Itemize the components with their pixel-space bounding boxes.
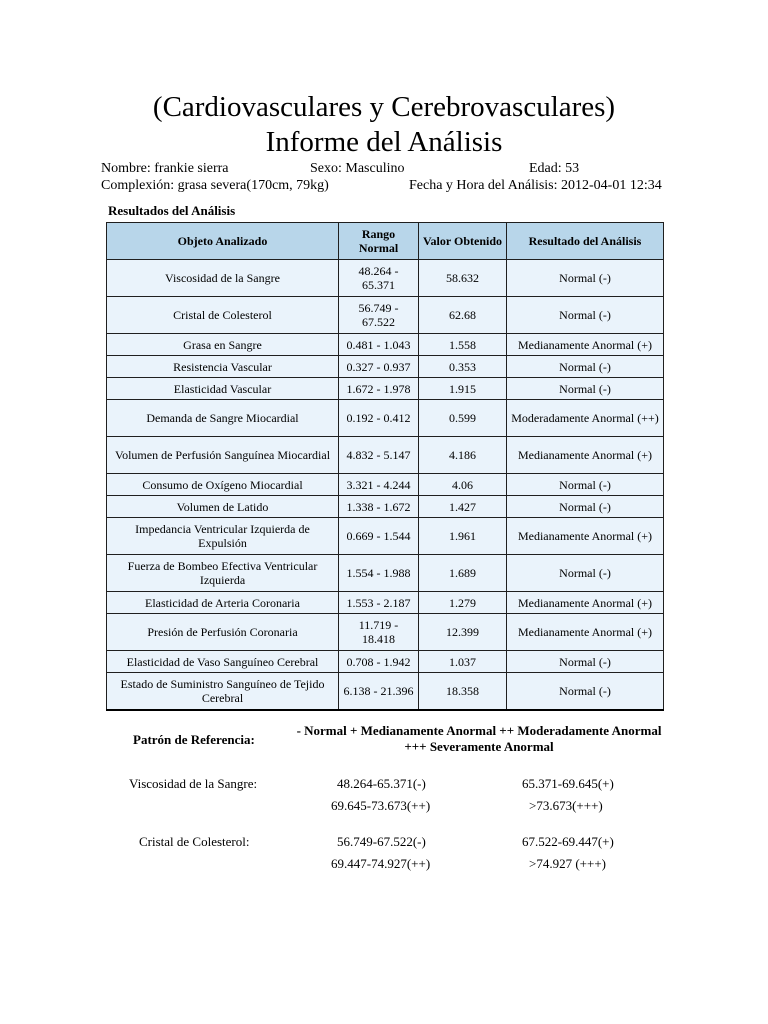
cell-valor: 62.68 bbox=[419, 297, 507, 334]
cell-objeto: Presión de Perfusión Coronaria bbox=[107, 614, 339, 651]
ref-colesterol-label: Cristal de Colesterol: bbox=[139, 834, 250, 849]
table-row bbox=[107, 592, 664, 614]
cell-resultado: Normal (-) bbox=[507, 474, 664, 496]
cell-valor: 0.353 bbox=[419, 356, 507, 378]
cell-valor: 1.279 bbox=[419, 592, 507, 614]
cell-objeto: Viscosidad de la Sangre bbox=[107, 260, 339, 297]
cell-resultado: Medianamente Anormal (+) bbox=[507, 518, 664, 555]
cell-rango: 11.719 - 18.418 bbox=[339, 614, 419, 651]
cell-valor: 1.961 bbox=[419, 518, 507, 555]
cell-resultado: Medianamente Anormal (+) bbox=[507, 592, 664, 614]
patient-age: Edad: 53 bbox=[529, 161, 580, 176]
table-row bbox=[107, 651, 664, 673]
cell-resultado: Normal (-) bbox=[507, 673, 664, 711]
cell-rango: 0.481 - 1.043 bbox=[339, 334, 419, 356]
table-row bbox=[107, 673, 664, 711]
cell-objeto: Consumo de Oxígeno Miocardial bbox=[107, 474, 339, 496]
table-header-row bbox=[107, 223, 664, 260]
cell-resultado: Medianamente Anormal (+) bbox=[507, 614, 664, 651]
ref-colesterol-range-severe: >74.927 (+++) bbox=[529, 856, 606, 871]
table-row bbox=[107, 518, 664, 555]
cell-rango: 1.553 - 2.187 bbox=[339, 592, 419, 614]
cell-objeto: Elasticidad de Arteria Coronaria bbox=[107, 592, 339, 614]
reference-label: Patrón de Referencia: bbox=[133, 732, 255, 747]
cell-valor: 4.186 bbox=[419, 437, 507, 474]
table-row bbox=[107, 555, 664, 592]
table-row bbox=[107, 334, 664, 356]
patient-complexion: Complexión: grasa severa(170cm, 79kg) bbox=[101, 178, 329, 193]
cell-valor: 12.399 bbox=[419, 614, 507, 651]
ref-colesterol-range-plus: 67.522-69.447(+) bbox=[522, 834, 614, 849]
table-row bbox=[107, 378, 664, 400]
cell-rango: 0.708 - 1.942 bbox=[339, 651, 419, 673]
cell-rango: 3.321 - 4.244 bbox=[339, 474, 419, 496]
cell-valor: 1.915 bbox=[419, 378, 507, 400]
cell-rango: 0.192 - 0.412 bbox=[339, 400, 419, 437]
ref-viscosidad-range-plusplus: 69.645-73.673(++) bbox=[331, 798, 431, 813]
reference-legend: - Normal + Medianamente Anormal ++ Moderadamente Anormal +++ Severamente Anormal bbox=[296, 723, 662, 754]
cell-rango: 1.554 - 1.988 bbox=[339, 555, 419, 592]
ref-colesterol-range-normal: 56.749-67.522(-) bbox=[337, 834, 426, 849]
cell-objeto: Volumen de Perfusión Sanguínea Miocardial bbox=[107, 437, 339, 474]
ref-viscosidad-range-plus: 65.371-69.645(+) bbox=[522, 776, 614, 791]
cell-resultado: Moderadamente Anormal (++) bbox=[507, 400, 664, 437]
column-header: Objeto Analizado bbox=[107, 223, 339, 260]
table-row bbox=[107, 260, 664, 297]
table-row bbox=[107, 614, 664, 651]
patient-sex: Sexo: Masculino bbox=[310, 161, 405, 176]
cell-resultado: Normal (-) bbox=[507, 496, 664, 518]
table-row bbox=[107, 474, 664, 496]
cell-objeto: Elasticidad Vascular bbox=[107, 378, 339, 400]
cell-valor: 58.632 bbox=[419, 260, 507, 297]
ref-viscosidad-range-normal: 48.264-65.371(-) bbox=[337, 776, 426, 791]
column-header: Rango Normal bbox=[339, 223, 419, 260]
cell-rango: 48.264 - 65.371 bbox=[339, 260, 419, 297]
cell-valor: 1.037 bbox=[419, 651, 507, 673]
cell-valor: 4.06 bbox=[419, 474, 507, 496]
cell-rango: 0.669 - 1.544 bbox=[339, 518, 419, 555]
ref-colesterol-range-plusplus: 69.447-74.927(++) bbox=[331, 856, 431, 871]
cell-valor: 18.358 bbox=[419, 673, 507, 711]
cell-resultado: Normal (-) bbox=[507, 378, 664, 400]
cell-resultado: Normal (-) bbox=[507, 356, 664, 378]
ref-viscosidad-range-severe: >73.673(+++) bbox=[529, 798, 603, 813]
cell-objeto: Cristal de Colesterol bbox=[107, 297, 339, 334]
cell-valor: 1.427 bbox=[419, 496, 507, 518]
column-header: Valor Obtenido bbox=[419, 223, 507, 260]
cell-rango: 56.749 - 67.522 bbox=[339, 297, 419, 334]
cell-rango: 4.832 - 5.147 bbox=[339, 437, 419, 474]
report-title-line1: (Cardiovasculares y Cerebrovasculares) bbox=[152, 91, 616, 123]
cell-objeto: Demanda de Sangre Miocardial bbox=[107, 400, 339, 437]
table-row bbox=[107, 437, 664, 474]
cell-objeto: Resistencia Vascular bbox=[107, 356, 339, 378]
cell-objeto: Fuerza de Bombeo Efectiva Ventricular Izquierda bbox=[107, 555, 339, 592]
table-row bbox=[107, 496, 664, 518]
table-row bbox=[107, 356, 664, 378]
report-title-line2: Informe del Análisis bbox=[265, 126, 503, 158]
cell-objeto: Elasticidad de Vaso Sanguíneo Cerebral bbox=[107, 651, 339, 673]
cell-objeto: Estado de Suministro Sanguíneo de Tejido Cerebral bbox=[107, 673, 339, 711]
cell-rango: 1.672 - 1.978 bbox=[339, 378, 419, 400]
table-row bbox=[107, 297, 664, 334]
table-row bbox=[107, 400, 664, 437]
cell-valor: 1.689 bbox=[419, 555, 507, 592]
cell-rango: 6.138 - 21.396 bbox=[339, 673, 419, 711]
patient-name: Nombre: frankie sierra bbox=[101, 161, 229, 176]
cell-valor: 0.599 bbox=[419, 400, 507, 437]
cell-rango: 0.327 - 0.937 bbox=[339, 356, 419, 378]
cell-resultado: Medianamente Anormal (+) bbox=[507, 334, 664, 356]
cell-resultado: Normal (-) bbox=[507, 555, 664, 592]
cell-resultado: Normal (-) bbox=[507, 260, 664, 297]
results-table bbox=[106, 222, 664, 711]
results-section-title: Resultados del Análisis bbox=[108, 203, 236, 218]
cell-rango: 1.338 - 1.672 bbox=[339, 496, 419, 518]
analysis-datetime: Fecha y Hora del Análisis: 2012-04-01 12:34 bbox=[409, 178, 662, 193]
cell-resultado: Normal (-) bbox=[507, 651, 664, 673]
ref-viscosidad-label: Viscosidad de la Sangre: bbox=[129, 776, 258, 791]
cell-resultado: Normal (-) bbox=[507, 297, 664, 334]
cell-objeto: Volumen de Latido bbox=[107, 496, 339, 518]
cell-objeto: Grasa en Sangre bbox=[107, 334, 339, 356]
column-header: Resultado del Análisis bbox=[507, 223, 664, 260]
cell-objeto: Impedancia Ventricular Izquierda de Expulsión bbox=[107, 518, 339, 555]
cell-valor: 1.558 bbox=[419, 334, 507, 356]
cell-resultado: Medianamente Anormal (+) bbox=[507, 437, 664, 474]
